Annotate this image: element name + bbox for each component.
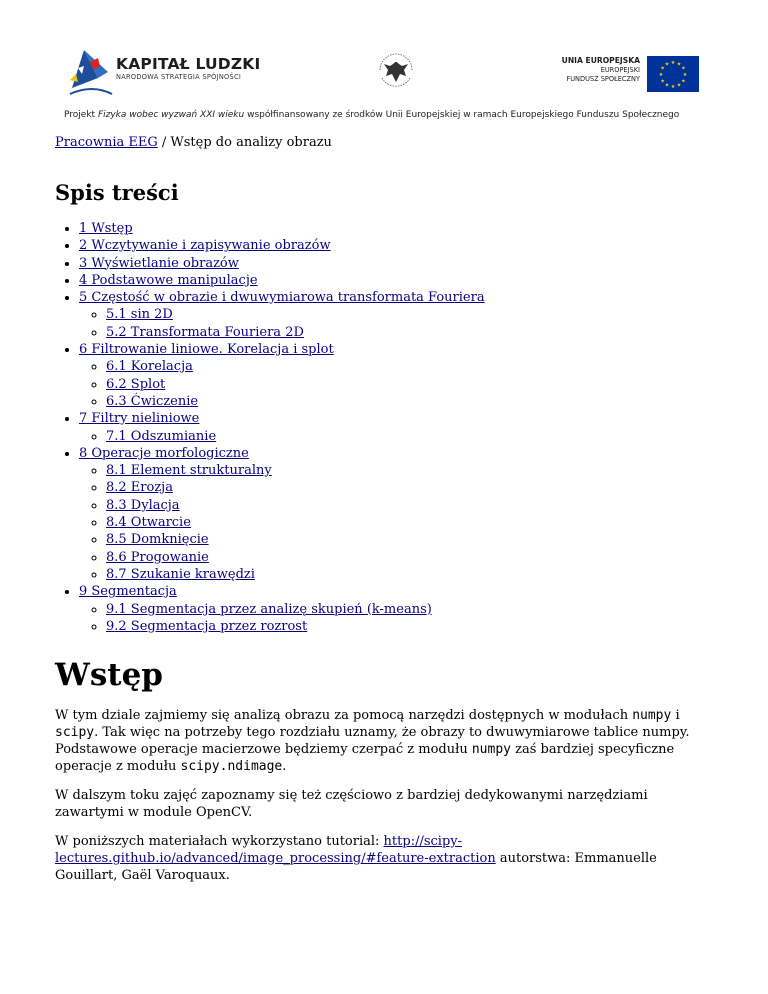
toc-link[interactable]: 8 Operacje morfologiczne (79, 445, 249, 461)
toc-link[interactable]: 5 Częstość w obrazie i dwuwymiarowa transformata Fouriera (79, 290, 485, 306)
toc-subitem (106, 514, 720, 531)
toc-link[interactable]: 9 Segmentacja (79, 584, 177, 600)
toc-sublink[interactable]: 8.1 Element strukturalny (106, 463, 272, 479)
toc-sublink[interactable]: 7.1 Odszumianie (106, 428, 217, 444)
breadcrumb (55, 134, 720, 152)
toc-sublink[interactable]: 8.4 Otwarcie (106, 515, 191, 531)
eu-flag-icon (647, 56, 699, 92)
svg-text:★: ★ (658, 72, 664, 78)
project-title: Fizyka wobec wyzwań XXI wieku (97, 110, 245, 120)
p3-text-2: autorstwa: Emmanuelle Gouillart, Gaël Varoquaux. (55, 851, 657, 884)
toc-sublink[interactable]: 8.3 Dylacja (106, 497, 180, 513)
toc-link[interactable]: 4 Podstawowe manipulacje (79, 272, 258, 288)
toc-sublink[interactable]: 9.2 Segmentacja przez rozrost (106, 618, 308, 634)
p1-text-3: . Tak więc na potrzeby tego rozdziału uznamy, że obrazy to dwuwymiarowe tablice numpy. Podstawowe operacje macierzowe będziemy czerpać z modułu (55, 725, 690, 758)
eu-label (540, 56, 640, 85)
toc-link[interactable]: 6 Filtrowanie liniowe. Korelacja i splot (79, 342, 334, 358)
section-title: Wstęp (55, 657, 163, 694)
toc-item (79, 220, 720, 237)
svg-text:★: ★ (660, 65, 665, 72)
p1-text-1: W tym dziale zajmiemy się analizą obrazu za pomocą narzędzi dostępnych w modułach (55, 708, 633, 724)
toc-sublist (79, 601, 720, 636)
toc-sublink[interactable]: 8.5 Domknięcie (106, 532, 209, 548)
toc-subitem (106, 479, 720, 496)
toc-item (79, 289, 720, 341)
tutorial-paragraph (55, 833, 720, 884)
svg-text:★: ★ (676, 61, 682, 68)
toc-item (79, 255, 720, 272)
svg-text:★: ★ (664, 61, 670, 68)
p1-text-5: . (282, 759, 287, 775)
toc-subitem (106, 549, 720, 566)
breadcrumb-link-pracownia-eeg[interactable]: Pracownia EEG (55, 135, 158, 150)
tutorial-link[interactable]: http://scipy-lectures.github.io/advanced/image_processing/#feature-extraction (55, 834, 496, 867)
code-numpy: numpy (632, 708, 672, 724)
toc-item (79, 583, 720, 635)
svg-text:★: ★ (676, 82, 682, 89)
intro-paragraph (55, 707, 720, 775)
toc-link[interactable]: 3 Wyświetlanie obrazów (79, 255, 239, 271)
kapital-ludzki-logo (68, 44, 268, 100)
toc-subitem (106, 358, 720, 375)
project-prefix: Projekt (64, 110, 96, 120)
toc-sublist (79, 462, 720, 583)
toc-subitem (106, 393, 720, 410)
toc-subitem (106, 462, 720, 479)
toc-sublink[interactable]: 9.1 Segmentacja przez analizę skupień (k-means) (106, 601, 432, 617)
opencv-paragraph: W dalszym toku zajęć zapoznamy się też częściowo z bardziej dedykowanymi narzędziami zawartymi w module OpenCV. (55, 788, 648, 821)
toc-sublink[interactable]: 5.2 Transformata Fouriera 2D (106, 324, 304, 340)
eu-line2: FUNDUSZ SPOŁECZNY (566, 75, 640, 83)
toc-item (79, 272, 720, 289)
toc-item (79, 341, 720, 410)
toc-sublist (79, 428, 720, 445)
code-scipy-ndimage: scipy.ndimage (180, 759, 283, 775)
toc-title: Spis treści (55, 180, 179, 205)
toc-list (55, 220, 720, 635)
toc-sublink[interactable]: 6.3 Ćwiczenie (106, 393, 199, 409)
svg-text:★: ★ (682, 72, 688, 78)
svg-text:★: ★ (681, 65, 686, 72)
toc-subitem (106, 497, 720, 514)
toc-subitem (106, 306, 720, 323)
breadcrumb-current: Wstęp do analizy obrazu (170, 135, 332, 150)
p1-text-2: i (671, 708, 680, 724)
toc-link[interactable]: 7 Filtry nieliniowe (79, 411, 200, 427)
toc-subitem (106, 428, 720, 445)
svg-text:★: ★ (670, 84, 676, 90)
project-header (0, 0, 768, 130)
toc-sublink[interactable]: 6.1 Korelacja (106, 359, 193, 375)
toc-subitem (106, 601, 720, 618)
project-suffix: współfinansowany ze środków Unii Europejskiej w ramach Europejskiego Funduszu Społecznego (247, 110, 680, 120)
code-numpy-2: numpy (471, 742, 511, 758)
toc-item (79, 445, 720, 583)
eu-title: UNIA EUROPEJSKA (561, 56, 640, 65)
toc-sublist (79, 306, 720, 341)
toc-item (79, 237, 720, 254)
toc-sublink[interactable]: 8.2 Erozja (106, 480, 173, 496)
toc-link[interactable]: 1 Wstęp (79, 221, 133, 236)
code-scipy: scipy (55, 725, 95, 741)
toc-link[interactable]: 2 Wczytywanie i zapisywanie obrazów (79, 238, 331, 254)
toc-subitem (106, 324, 720, 341)
svg-text:★: ★ (670, 60, 676, 66)
toc-sublist (79, 358, 720, 410)
toc-sublink[interactable]: 8.6 Progowanie (106, 549, 209, 565)
toc-subitem (106, 566, 720, 583)
project-funding-line (64, 110, 724, 120)
toc-subitem (106, 376, 720, 393)
svg-text:★: ★ (664, 82, 670, 89)
kapital-subtitle: NARODOWA STRATEGIA SPÓJNOŚCI (116, 73, 242, 81)
breadcrumb-separator: / (157, 135, 171, 150)
university-seal-icon (376, 50, 416, 94)
eu-line1: EUROPEJSKI (600, 65, 640, 74)
p1-text-4: zaś bardziej specyficzne operacje z modułu (55, 742, 675, 775)
toc-sublink[interactable]: 5.1 sin 2D (106, 307, 173, 323)
page-content (55, 132, 720, 884)
toc-sublink[interactable]: 6.2 Splot (106, 376, 166, 392)
kapital-title: KAPITAŁ LUDZKI (116, 55, 261, 73)
toc-subitem (106, 531, 720, 548)
kapital-ludzki-emblem-icon (68, 44, 114, 100)
toc-subitem (106, 618, 720, 635)
toc-sublink[interactable]: 8.7 Szukanie krawędzi (106, 566, 255, 582)
svg-text:★: ★ (681, 78, 686, 85)
p3-text-1: W poniższych materiałach wykorzystano tutorial: (55, 834, 384, 850)
svg-text:★: ★ (660, 78, 665, 85)
toc-item (79, 410, 720, 445)
